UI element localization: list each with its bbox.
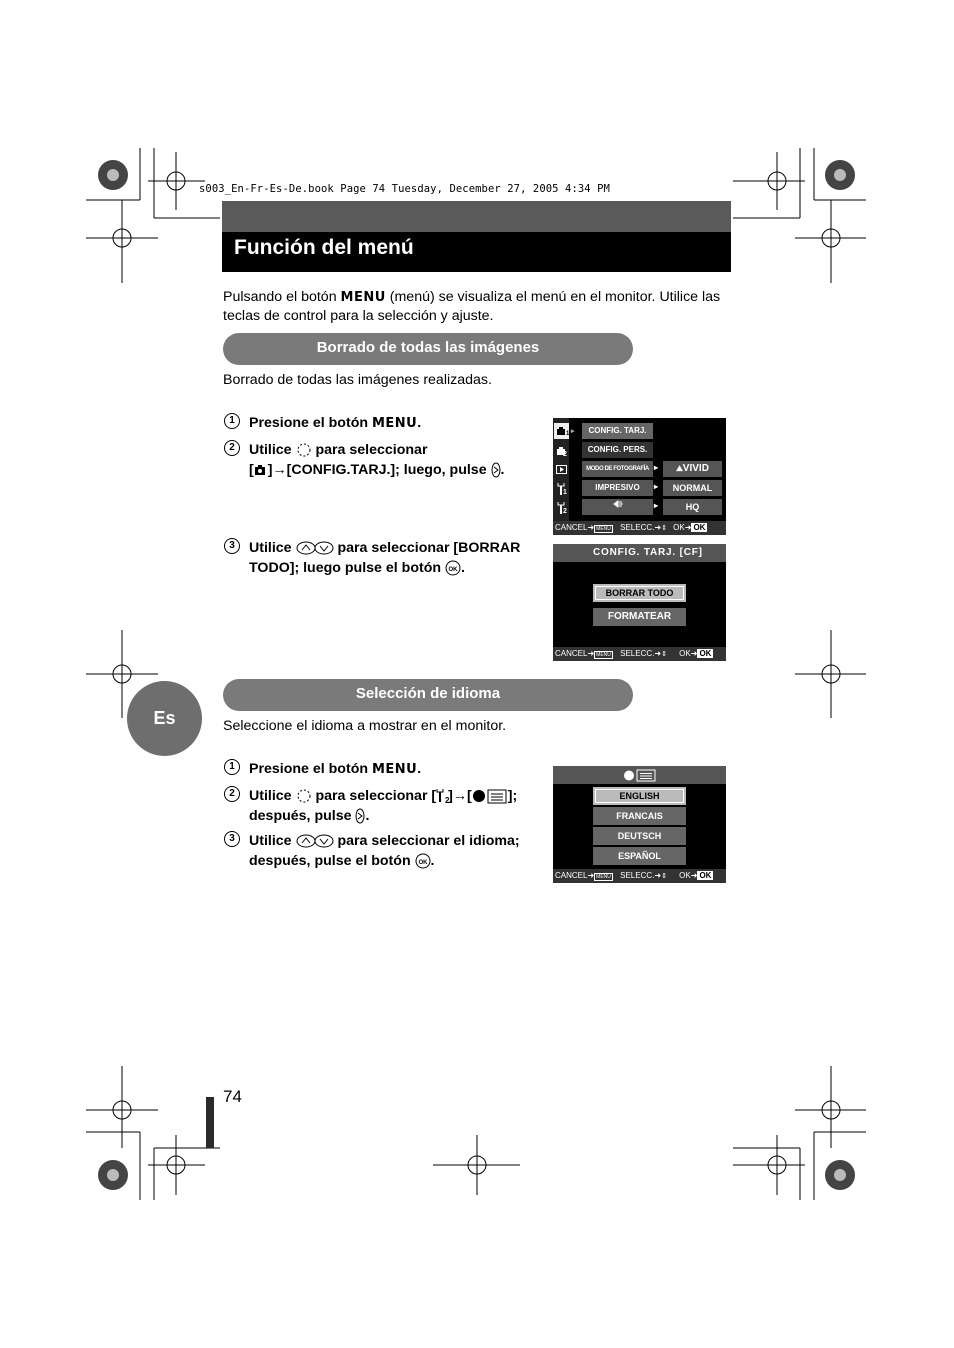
screen-footer: CANCEL➜ MENU SELECC.➜⇕ OK➜ OK [553,521,726,535]
menu-item-modo-fotografia[interactable]: MODO DE FOTOGRAFÍA [582,461,653,477]
footer-ok-badge: OK [699,871,712,880]
section-subtitle-erase-all: Borrado de todas las imágenes realizadas. [223,372,492,388]
wrench-icon [436,788,448,804]
footer-ok: OK [679,871,691,880]
option-francais[interactable]: FRANCAIS [593,807,686,825]
footer-select: SELECC. [620,649,655,658]
step-text: Presione el botón [249,415,372,431]
card-setup-title-text: CONFIG. TARJ. [593,547,676,558]
ok-button-icon [445,560,461,576]
step-number: 3 [224,538,240,554]
section-heading-language: Selección de idioma [223,679,633,711]
step-1-language [224,759,544,779]
step-text: Utilice [249,788,296,804]
footer-cancel: CANCEL [555,523,588,532]
step-text: Presione el botón [249,761,372,777]
tab-label: 1 [566,431,570,437]
menu-word: MENU [371,762,418,777]
footer-ok: OK [673,523,685,532]
menu-word: MENU [371,416,418,431]
arrow-pad-icon [296,788,312,804]
step-text: . [365,808,370,824]
camera-icon [556,426,566,436]
option-espanol[interactable]: ESPAÑOL [593,847,686,865]
footer-cancel: CANCEL [555,871,588,880]
footer-menu-badge: MENU [596,652,611,658]
tab-label: 2 [563,451,567,458]
arrow-pad-right-icon [355,808,365,824]
language-screen [553,766,726,883]
up-down-arrows-icon [296,541,334,555]
step-text: . [461,560,465,576]
step-text: Utilice [249,833,296,849]
step-2-language [224,786,544,830]
svg-text:OK: OK [418,860,428,867]
screen-footer: CANCEL➜ MENU SELECC.➜⇕ OK➜ OK [553,869,726,883]
page-number-bar [206,1097,214,1148]
step-text: para seleccionar [311,442,428,458]
screen-footer: CANCEL➜ MENU SELECC.➜⇕ OK➜ OK [553,647,726,661]
tab-label: 1 [563,489,567,496]
setting-value-normal: NORMAL [663,480,722,496]
arrow-pad-right-icon [491,462,501,478]
menu-item-config-tarj[interactable]: CONFIG. TARJ. [582,423,653,439]
step-text: . [417,415,422,431]
page-number: 74 [223,1087,242,1106]
footer-ok: OK [679,649,691,658]
option-english[interactable]: ENGLISH [593,787,686,805]
up-down-arrows-icon [296,834,334,848]
title-band-top [222,201,731,232]
step-number: 1 [224,413,240,429]
step-text: ]→[CONFIG.TARJ.]; luego, pulse [267,462,491,478]
step-text: ]; [507,788,518,804]
card-setup-title: CONFIG. TARJ. [CF] [593,547,703,558]
step-text: Utilice [249,540,296,556]
camera-icon [254,464,268,476]
step-number: 2 [224,440,240,456]
language-icon [623,769,657,782]
step-text: ]→[ [448,788,472,804]
step-3-language [224,831,544,875]
menu-word: MENU [340,290,386,305]
step-text: para seleccionar el idioma; [333,833,520,849]
menu-item-config-pers[interactable]: CONFIG. PERS. [582,442,653,458]
intro-paragraph [223,288,733,326]
step-text: . [417,761,422,777]
playback-icon [556,465,567,474]
svg-text:OK: OK [448,567,458,574]
option-borrar-todo[interactable]: BORRAR TODO [593,584,686,602]
step-3-erase [224,538,544,582]
menu-item-quality[interactable] [582,499,653,515]
setting-value-hq: HQ [663,499,722,515]
arrow-pad-icon [296,442,312,458]
tab-label: 2 [563,508,567,515]
intro-text-2: (menú) se visualiza el menú en el monitor. Utilice las teclas de control para la selección y ajuste. [223,289,721,324]
setting-value-vivid: ⛰VIVID [663,461,722,477]
card-type-badge: CF [683,547,699,558]
footer-ok-badge: OK [693,523,706,532]
step-text: TODO]; luego pulse el botón [249,560,445,576]
step-number: 3 [224,831,240,847]
option-formatear[interactable]: FORMATEAR [593,608,686,626]
card-setup-screen [553,544,726,661]
option-deutsch[interactable]: DEUTSCH [593,827,686,845]
svg-text:2: 2 [445,796,450,806]
step-2-erase [224,440,544,484]
footer-cancel: CANCEL [555,649,588,658]
step-text: . [430,853,435,869]
section-subtitle-language: Seleccione el idioma a mostrar en el monitor. [223,718,507,734]
camera-menu-screen: 1 2 1 2 ▸ CONFIG. TARJ. CONFIG. PERS. MODO DE FOTOGRAFÍA IMPRESIVO ▸ ▸ ▸ ⛰VIVID NORMAL HQ CANCEL➜ MENU SELECC.➜⇕ OK➜ OK [553,418,726,535]
print-header: s003_En-Fr-Es-De.book Page 74 Tuesday, December 27, 2005 4:34 PM [199,183,610,195]
step-text: . [500,462,505,478]
step-text: para seleccionar [ [311,788,437,804]
footer-menu-badge: MENU [596,526,611,532]
step-text: después, pulse el botón [249,853,415,869]
footer-select: SELECC. [620,871,655,880]
step-text: después, pulse [249,808,356,824]
intro-text-1: Pulsando el botón [223,289,341,305]
language-icon [472,788,508,804]
footer-menu-badge: MENU [596,874,611,880]
menu-item-impresivo[interactable]: IMPRESIVO [582,480,653,496]
step-1-erase [224,413,544,433]
quality-icon [612,499,624,509]
ok-button-icon [415,853,431,869]
page-title: Función del menú [234,236,414,259]
step-text: [ [249,462,254,478]
footer-select: SELECC. [620,523,655,532]
section-heading-erase-all: Borrado de todas las imágenes [223,333,633,365]
setting-value-text: VIVID [682,463,709,474]
step-number: 1 [224,759,240,775]
step-number: 2 [224,786,240,802]
footer-ok-badge: OK [699,649,712,658]
language-tab: Es [127,681,202,756]
step-text: Utilice [249,442,296,458]
step-text: para seleccionar [BORRAR [333,540,521,556]
